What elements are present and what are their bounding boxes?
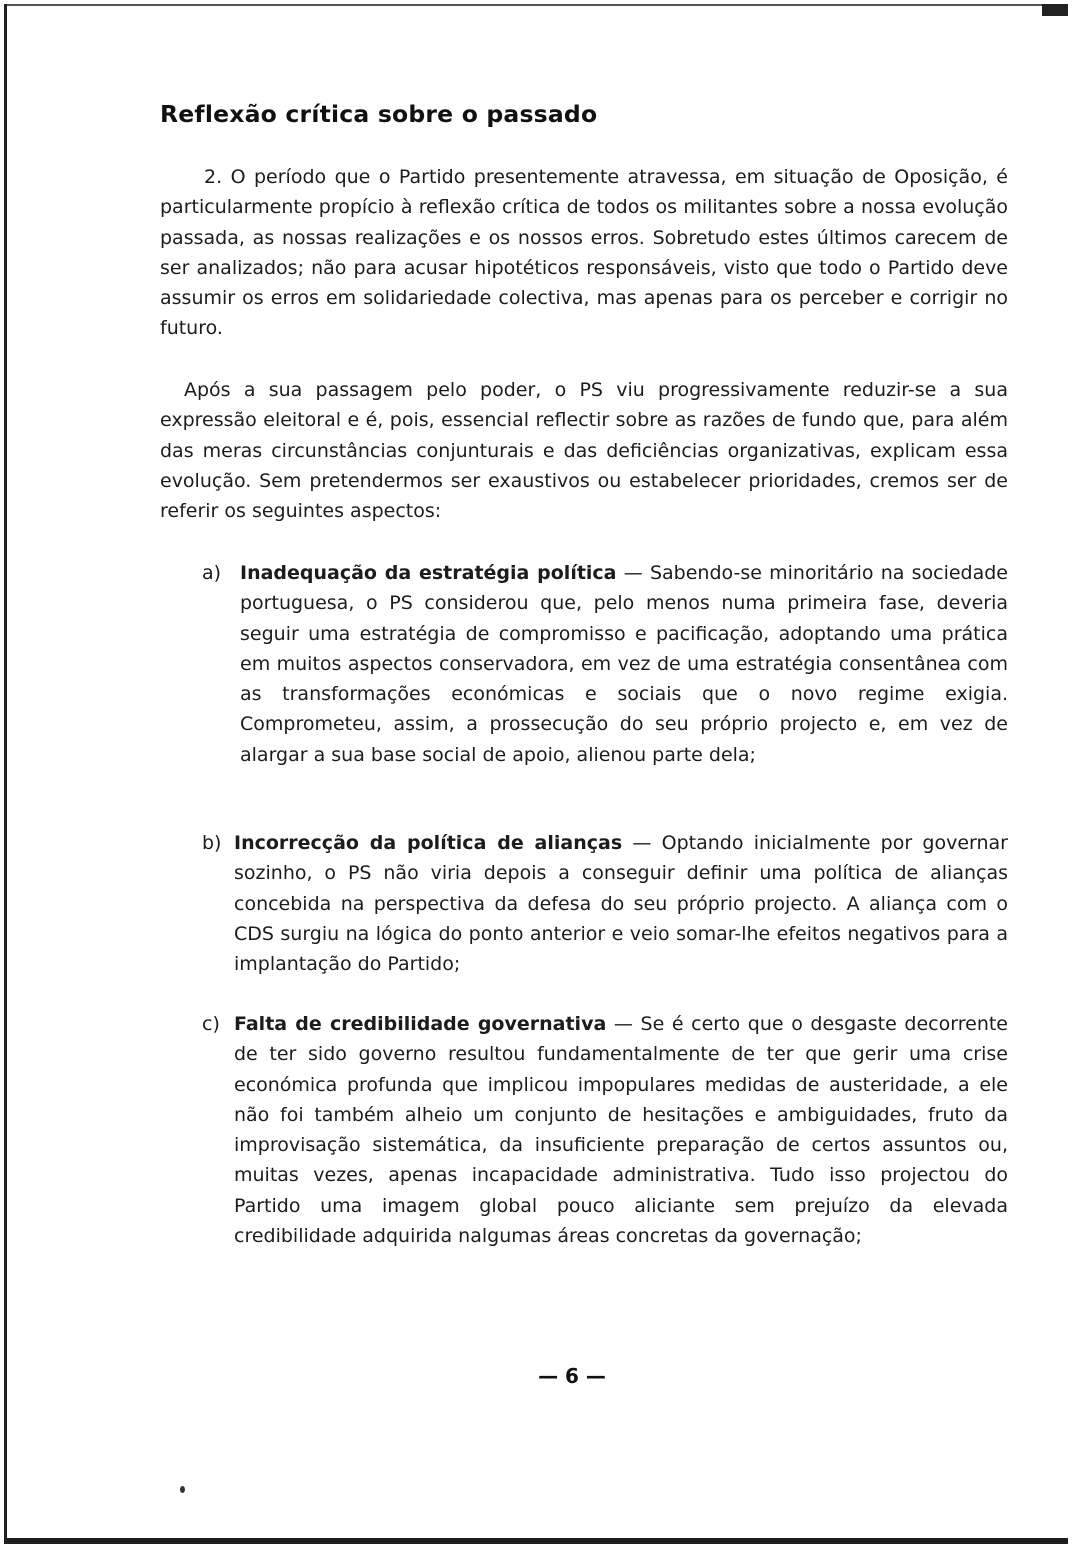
page-bottom-border: [4, 1538, 1068, 1544]
list-item-body: [240, 558, 1008, 770]
page-top-border: [4, 4, 1044, 6]
paragraph-1: [160, 162, 1008, 344]
scan-speck: [180, 1486, 185, 1493]
list-item-title: Incorrecção da política de alianças: [234, 832, 623, 854]
list-item-title: Inadequação da estratégia política: [240, 562, 617, 584]
list-item-body: [234, 828, 1008, 979]
list-item-marker: c): [202, 1013, 220, 1035]
section-heading: Reflexão crítica sobre o passado: [160, 100, 598, 128]
list-item-marker: b): [202, 832, 222, 854]
list-item-text: — Sabendo-se minoritário na sociedade portuguesa, o PS considerou que, pelo menos numa primeira fase, deveria seguir uma estratégia de compromisso e pacificação, adoptando uma prática em muitos aspectos conservadora, em vez de uma estratégia consentânea com as transformações económicas e sociais que o novo regime exigia. Comprometeu, assim, a prossecução do seu próprio projecto e, em vez de alargar a sua base social de apoio, alienou parte dela;: [240, 562, 1008, 766]
list-item-body: [234, 1009, 1008, 1251]
list-item-a: [202, 558, 1008, 770]
page-left-border: [4, 4, 7, 1544]
paragraph-2: [160, 375, 1008, 526]
page-number: — 6 —: [538, 1364, 606, 1388]
scan-corner-mark: [1042, 4, 1068, 16]
list-item-b: [202, 828, 1008, 979]
paragraph-2-text: Após a sua passagem pelo poder, o PS viu progressivamente reduzir-se a sua expressão eleitoral e é, pois, essencial reflectir sobre as razões de fundo que, para além das meras circunstâncias conjunturais e das deficiências organizativas, explicam essa evolução. Sem pretendermos ser exaustivos ou estabelecer prioridades, cremos ser de referir os seguintes aspectos:: [160, 379, 1008, 523]
list-item-text: — Se é certo que o desgaste decorrente de ter sido governo resultou fundamentalmente de ter que gerir uma crise económica profunda que implicou impopulares medidas de austeridade, a ele não foi também alheio um conjunto de hesitações e ambiguidades, fruto da improvisação sistemática, da insuficiente preparação de certos assuntos ou, muitas vezes, apenas incapacidade administrativa. Tudo isso projectou do Partido uma imagem global pouco aliciante sem prejuízo da elevada credibilidade adquirida nalgumas áreas concretas da governação;: [234, 1013, 1008, 1248]
list-item-c: [202, 1009, 1008, 1251]
list-item-marker: a): [202, 562, 222, 584]
list-item-text: — Optando inicialmente por governar sozinho, o PS não viria depois a conseguir definir uma política de alianças concebida na perspectiva da defesa do seu próprio projecto. A aliança com o CDS surgiu na lógica do ponto anterior e veio somar-lhe efeitos negativos para a implantação do Partido;: [234, 832, 1008, 976]
paragraph-1-text: 2. O período que o Partido presentemente atravessa, em situação de Oposição, é particularmente propício à reflexão crítica de todos os militantes sobre a nossa evolução passada, as nossas realizações e os nossos erros. Sobretudo estes últimos carecem de ser analizados; não para acusar hipotéticos responsáveis, visto que todo o Partido deve assumir os erros em solidariedade colectiva, mas apenas para os perceber e corrigir no futuro.: [160, 166, 1008, 340]
list-item-title: Falta de credibilidade governativa: [234, 1013, 607, 1035]
